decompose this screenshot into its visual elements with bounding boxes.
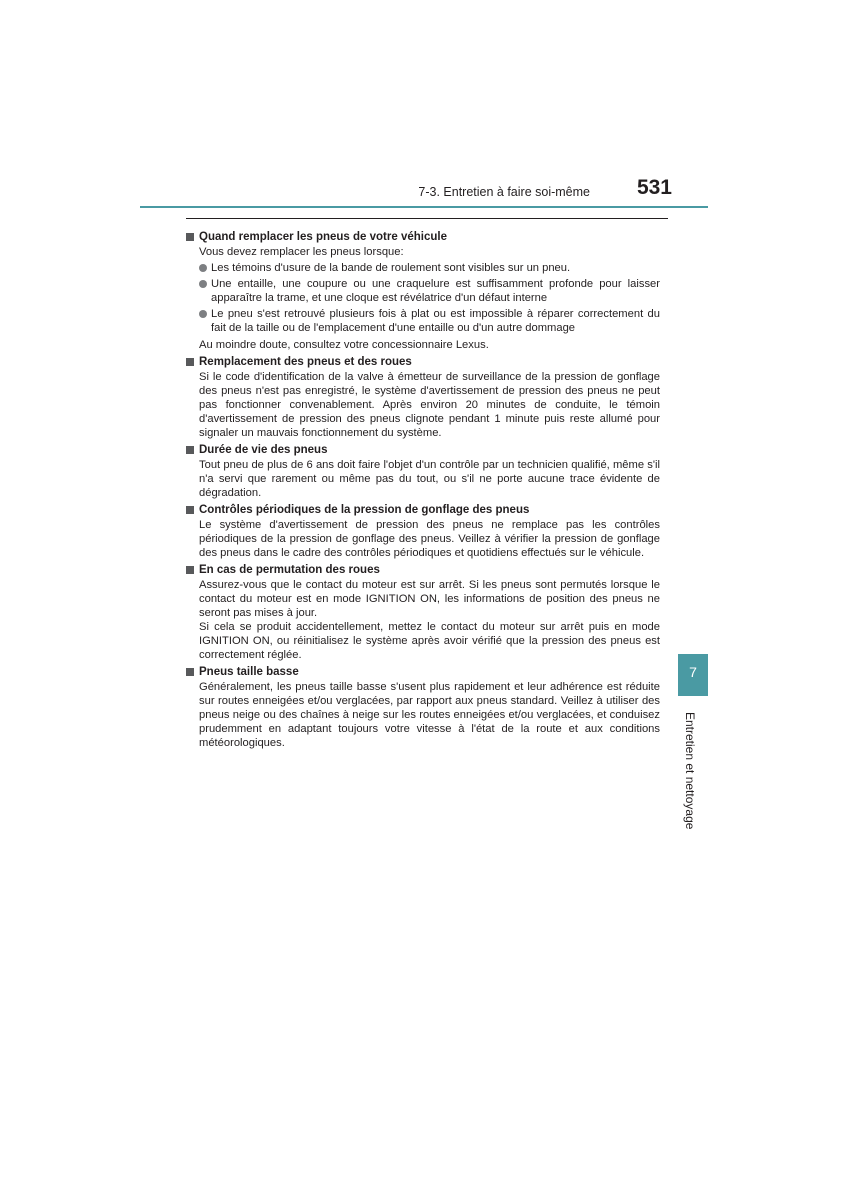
section-heading <box>186 663 660 680</box>
square-bullet-icon <box>186 233 194 241</box>
section-heading <box>186 561 660 578</box>
section-periodic-pressure-checks <box>186 501 660 560</box>
page-number: 531 <box>636 176 672 199</box>
chapter-number: 7 <box>689 664 697 680</box>
section-body: Le système d'avertissement de pression des pneus ne remplace pas les contrôles périodiques de la pression de gonflage des pneus. Veillez à vérifier la pression de gonflage des pneus dans le cadre des contrôles périodiques et quotidiens effectués sur le véhicule. <box>199 519 660 559</box>
section-heading <box>186 441 660 458</box>
square-bullet-icon <box>186 446 194 454</box>
section-low-profile-tires <box>186 663 660 750</box>
round-bullet-icon <box>199 280 207 288</box>
section-body: Tout pneu de plus de 6 ans doit faire l'objet d'un contrôle par un technicien qualifié, même s'il n'a servi que rarement ou même pas du tout, ou s'il ne porte aucune trace évidente de dégradation. <box>199 459 660 499</box>
list-item <box>199 307 660 335</box>
section-body: Si le code d'identification de la valve à émetteur de surveillance de la pression de gonflage des pneus n'est pas enregistré, le système d'avertissement de pression des pneus ne peut pas fonctionner convenablement. Après environ 20 minutes de conduite, le témoin d'avertissement de pression des pneus clignote pendant 1 minute puis reste allumé pour signaler un mauvais fonctionnement du système. <box>199 371 660 439</box>
header-rule <box>186 218 668 219</box>
section-heading <box>186 501 660 518</box>
square-bullet-icon <box>186 358 194 366</box>
section-tire-lifespan <box>186 441 660 500</box>
section-heading <box>186 353 660 370</box>
section-heading-text: Durée de vie des pneus <box>199 443 328 456</box>
list-item <box>199 277 660 305</box>
section-heading-text: Contrôles périodiques de la pression de gonflage des pneus <box>199 503 530 516</box>
section-body: Généralement, les pneus taille basse s'usent plus rapidement et leur adhérence est réduite sur routes enneigées et/ou verglacées, par rapport aux pneus standard. Veillez à utiliser des pneus neige ou des chaînes à neige sur les routes enneigées et/ou verglacées, et conduisez prudemment en adaptant toujours votre vitesse à l'état de la route et aux conditions météorologiques. <box>199 681 660 749</box>
section-outro: Au moindre doute, consultez votre concessionnaire Lexus. <box>199 339 489 351</box>
page-content <box>186 228 660 751</box>
list-item-text: Les témoins d'usure de la bande de roulement sont visibles sur un pneu. <box>211 262 571 274</box>
section-when-to-replace <box>186 228 660 352</box>
list-item <box>199 261 660 275</box>
section-heading-text: Quand remplacer les pneus de votre véhicule <box>199 230 447 243</box>
header-rule-accent <box>140 206 708 208</box>
section-body: Assurez-vous que le contact du moteur est sur arrêt. Si les pneus sont permutés lorsque le contact du moteur est en mode IGNITION ON, les informations de position des pneus ne seront pas mises à jour. <box>199 579 660 619</box>
square-bullet-icon <box>186 506 194 514</box>
section-intro: Vous devez remplacer les pneus lorsque: <box>199 246 404 258</box>
chapter-tab <box>678 654 708 696</box>
section-heading <box>186 228 660 245</box>
section-body-continued: Si cela se produit accidentellement, mettez le contact du moteur sur arrêt puis en mode IGNITION ON, ou réinitialisez le système après avoir vérifié que la pression des pneus est correctement réglée. <box>199 621 660 661</box>
section-heading-text: Pneus taille basse <box>199 665 299 678</box>
square-bullet-icon <box>186 566 194 574</box>
list-item-text: Le pneu s'est retrouvé plusieurs fois à plat ou est impossible à réparer correctement du fait de la taille ou de l'emplacement d'une entaille ou d'un autre dommage <box>211 308 660 334</box>
round-bullet-icon <box>199 310 207 318</box>
chapter-title: Entretien et nettoyage <box>683 712 697 830</box>
section-tire-rotation <box>186 561 660 662</box>
square-bullet-icon <box>186 668 194 676</box>
section-heading-text: En cas de permutation des roues <box>199 563 380 576</box>
section-heading-text: Remplacement des pneus et des roues <box>199 355 412 368</box>
round-bullet-icon <box>199 264 207 272</box>
section-tire-wheel-replacement <box>186 353 660 440</box>
list-item-text: Une entaille, une coupure ou une craquelure est suffisamment profonde pour laisser apparaître la trame, et une cloque est révélatrice d'un défaut interne <box>211 278 660 304</box>
section-title: 7-3. Entretien à faire soi-même <box>418 185 590 199</box>
